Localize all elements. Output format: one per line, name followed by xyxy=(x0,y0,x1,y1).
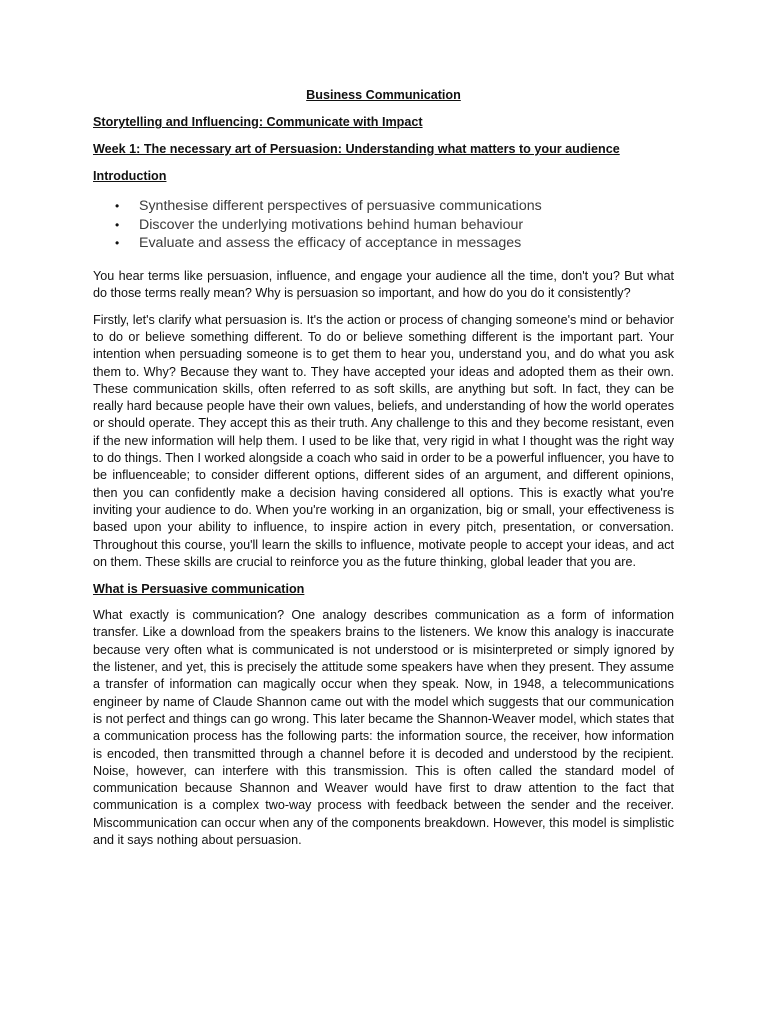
introduction-heading: Introduction xyxy=(93,169,167,183)
document-page xyxy=(93,86,674,858)
bullet-icon: • xyxy=(115,217,120,232)
bullet-icon: • xyxy=(115,236,120,251)
course-title: Storytelling and Influencing: Communicate with Impact xyxy=(93,115,423,129)
objective-text: Discover the underlying motivations behind human behaviour xyxy=(139,216,524,233)
persuasion-paragraph: Firstly, let's clarify what persuasion is. It's the action or process of changing someone's mind or behavior to do or believe something different. To do or believe something different is the important part. Your intention when persuading someone is to get them to hear you, understand you, and do what you ask them to. Why? Because they want to. They have accepted your ideas and adopted them as their own. These communication skills, often referred to as soft skills, are anything but soft. In fact, they can be really hard because people have their own values, beliefs, and understanding of how the world operates or should operate. They accept this as their truth. Any challenge to this and they become resistant, even if the new information will help them. I used to be like that, very rigid in what I thought was the right way to do things. Then I worked alongside a coach who said in order to be a powerful influencer, you have to be influenceable; to consider different options, different sides of an argument, and different opinions, then you can confidently make a decision having considered all options. This is exactly what you're inviting your audience to do. When you're working in an organization, big or small, your effectiveness is based upon your ability to influence, to inspire action in every pitch, presentation, or conversation. Throughout this course, you'll learn the skills to influence, motivate people to accept your ideas, and act on them. These skills are crucial to reinforce you as the future thinking, global leader that you are. xyxy=(93,312,674,569)
objectives-list xyxy=(93,197,674,253)
objective-item xyxy=(115,216,674,235)
objective-text: Evaluate and assess the efficacy of acceptance in messages xyxy=(139,235,522,252)
objective-item xyxy=(115,234,674,253)
bullet-icon: • xyxy=(115,199,120,213)
communication-paragraph: What exactly is communication? One analogy describes communication as a form of information transfer. Like a download from the speakers brains to the listeners. We know this analogy is inaccurate because very often what is communicated is not understood or is misinterpreted or simply ignored by the listener, and yet, this is precisely the attitude some speakers have when they present. They assume a transfer of information can magically occur when they speak. Now, in 1948, a telecommunications engineer by name of Claude Shannon came out with the model which suggests that our communication is not perfect and things can go wrong. This later became the Shannon-Weaver model, which states that a communication process has the following parts: the information source, the receiver, how information is encoded, then transmitted through a channel before it is decoded and understood by the recipient. Noise, however, can interfere with this transmission. This is often called the standard model of communication because Shannon and Weaver would have first to draw attention to the fact that communication is a complex two-way process with feedback between the sender and the receiver. Miscommunication can occur when any of the components breakdown. However, this model is simplistic and it says nothing about persuasion. xyxy=(93,608,674,848)
objective-item xyxy=(115,197,674,216)
objective-text: Synthesise different perspectives of persuasive communications xyxy=(139,198,542,214)
week-title: Week 1: The necessary art of Persuasion: Understanding what matters to your audience xyxy=(93,142,620,156)
section-heading: What is Persuasive communication xyxy=(93,582,305,597)
intro-paragraph: You hear terms like persuasion, influence, and engage your audience all the time, don't you? But what do those terms really mean? Why is persuasion so important, and how do you do it consistently? xyxy=(93,269,674,301)
document-title: Business Communication xyxy=(306,88,461,102)
